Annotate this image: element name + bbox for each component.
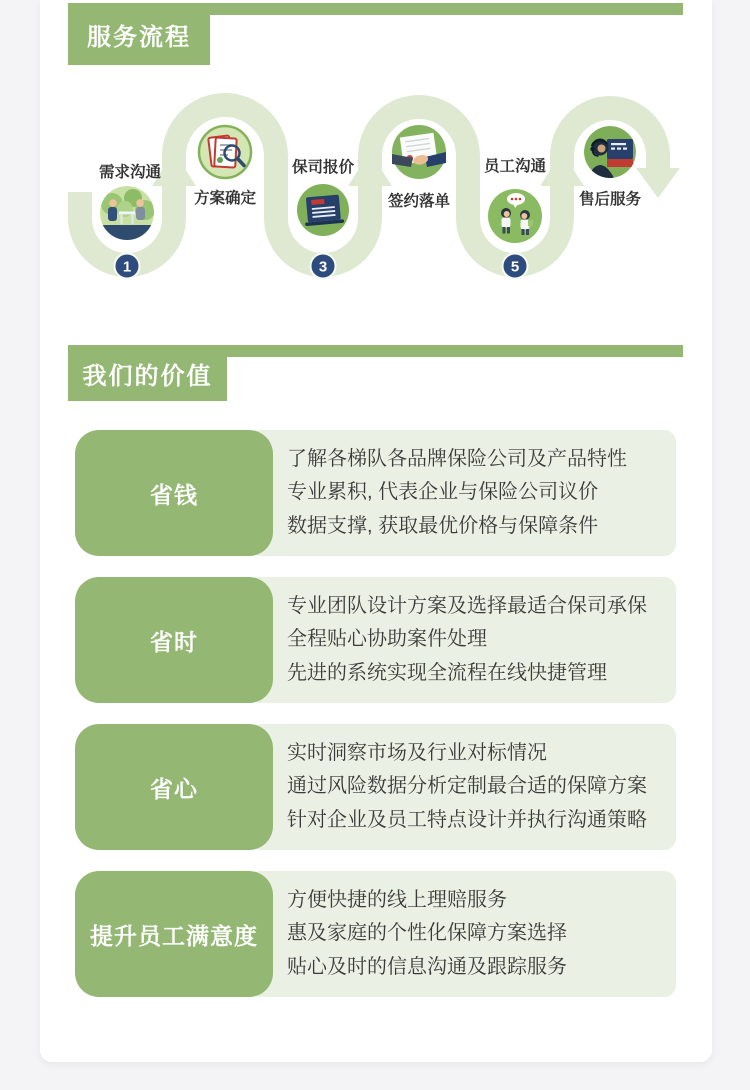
employees-talking-icon xyxy=(488,189,542,243)
value-card-save-money xyxy=(75,430,676,556)
value-card-body xyxy=(249,577,676,703)
values-section-title: 我们的价值 xyxy=(68,345,227,401)
process-section-title: 服务流程 xyxy=(68,3,210,65)
step-number-5 xyxy=(503,254,528,279)
step-number-3 xyxy=(311,254,336,279)
value-card-label: 省钱 xyxy=(75,430,273,556)
customer-service-icon xyxy=(584,126,636,178)
content-card xyxy=(40,0,712,1062)
step-label-5: 员工沟通 xyxy=(483,158,547,175)
value-line: 方便快捷的线上理赔服务 xyxy=(287,888,507,911)
value-cards xyxy=(75,430,676,997)
value-line: 专业累积, 代表企业与保险公司议价 xyxy=(287,481,599,504)
value-line: 专业团队设计方案及选择最适合保司承保 xyxy=(287,594,647,617)
service-flow-diagram xyxy=(68,90,684,302)
svg-text:5: 5 xyxy=(510,258,520,276)
value-line: 全程贴心协助案件处理 xyxy=(287,628,487,651)
value-line: 通过风险数据分析定制最合适的保障方案 xyxy=(287,775,647,798)
value-card-body xyxy=(249,871,676,997)
handshake-contract-icon xyxy=(392,125,446,179)
step-label-3: 保司报价 xyxy=(291,159,355,176)
value-card-peace-of-mind xyxy=(75,724,676,850)
value-card-label: 省心 xyxy=(75,724,273,850)
step-label-1: 需求沟通 xyxy=(98,164,162,181)
step-label-4: 签约落单 xyxy=(387,193,451,210)
value-card-label: 提升员工满意度 xyxy=(75,871,273,997)
value-line: 了解各梯队各品牌保险公司及产品特性 xyxy=(287,447,627,470)
laptop-quote-icon xyxy=(297,184,349,236)
value-card-body xyxy=(249,724,676,850)
svg-text:1: 1 xyxy=(122,258,132,276)
value-card-label: 省时 xyxy=(75,577,273,703)
value-line: 数据支撑, 获取最优价格与保障条件 xyxy=(287,514,599,537)
svg-text:3: 3 xyxy=(318,258,328,276)
checklist-magnifier-icon xyxy=(199,126,251,178)
step-label-6: 售后服务 xyxy=(578,191,642,208)
value-line: 实时洞察市场及行业对标情况 xyxy=(287,741,547,764)
value-line: 惠及家庭的个性化保障方案选择 xyxy=(287,922,567,945)
value-line: 先进的系统实现全流程在线快捷管理 xyxy=(287,661,607,684)
value-line: 针对企业及员工特点设计并执行沟通策略 xyxy=(287,808,647,831)
value-line: 贴心及时的信息沟通及跟踪服务 xyxy=(287,955,567,978)
step-number-1 xyxy=(115,254,140,279)
step-label-2: 方案确定 xyxy=(193,190,257,207)
value-card-body xyxy=(249,430,676,556)
value-card-employee-satisfaction xyxy=(75,871,676,997)
people-meeting-icon xyxy=(100,186,155,240)
value-card-save-time xyxy=(75,577,676,703)
